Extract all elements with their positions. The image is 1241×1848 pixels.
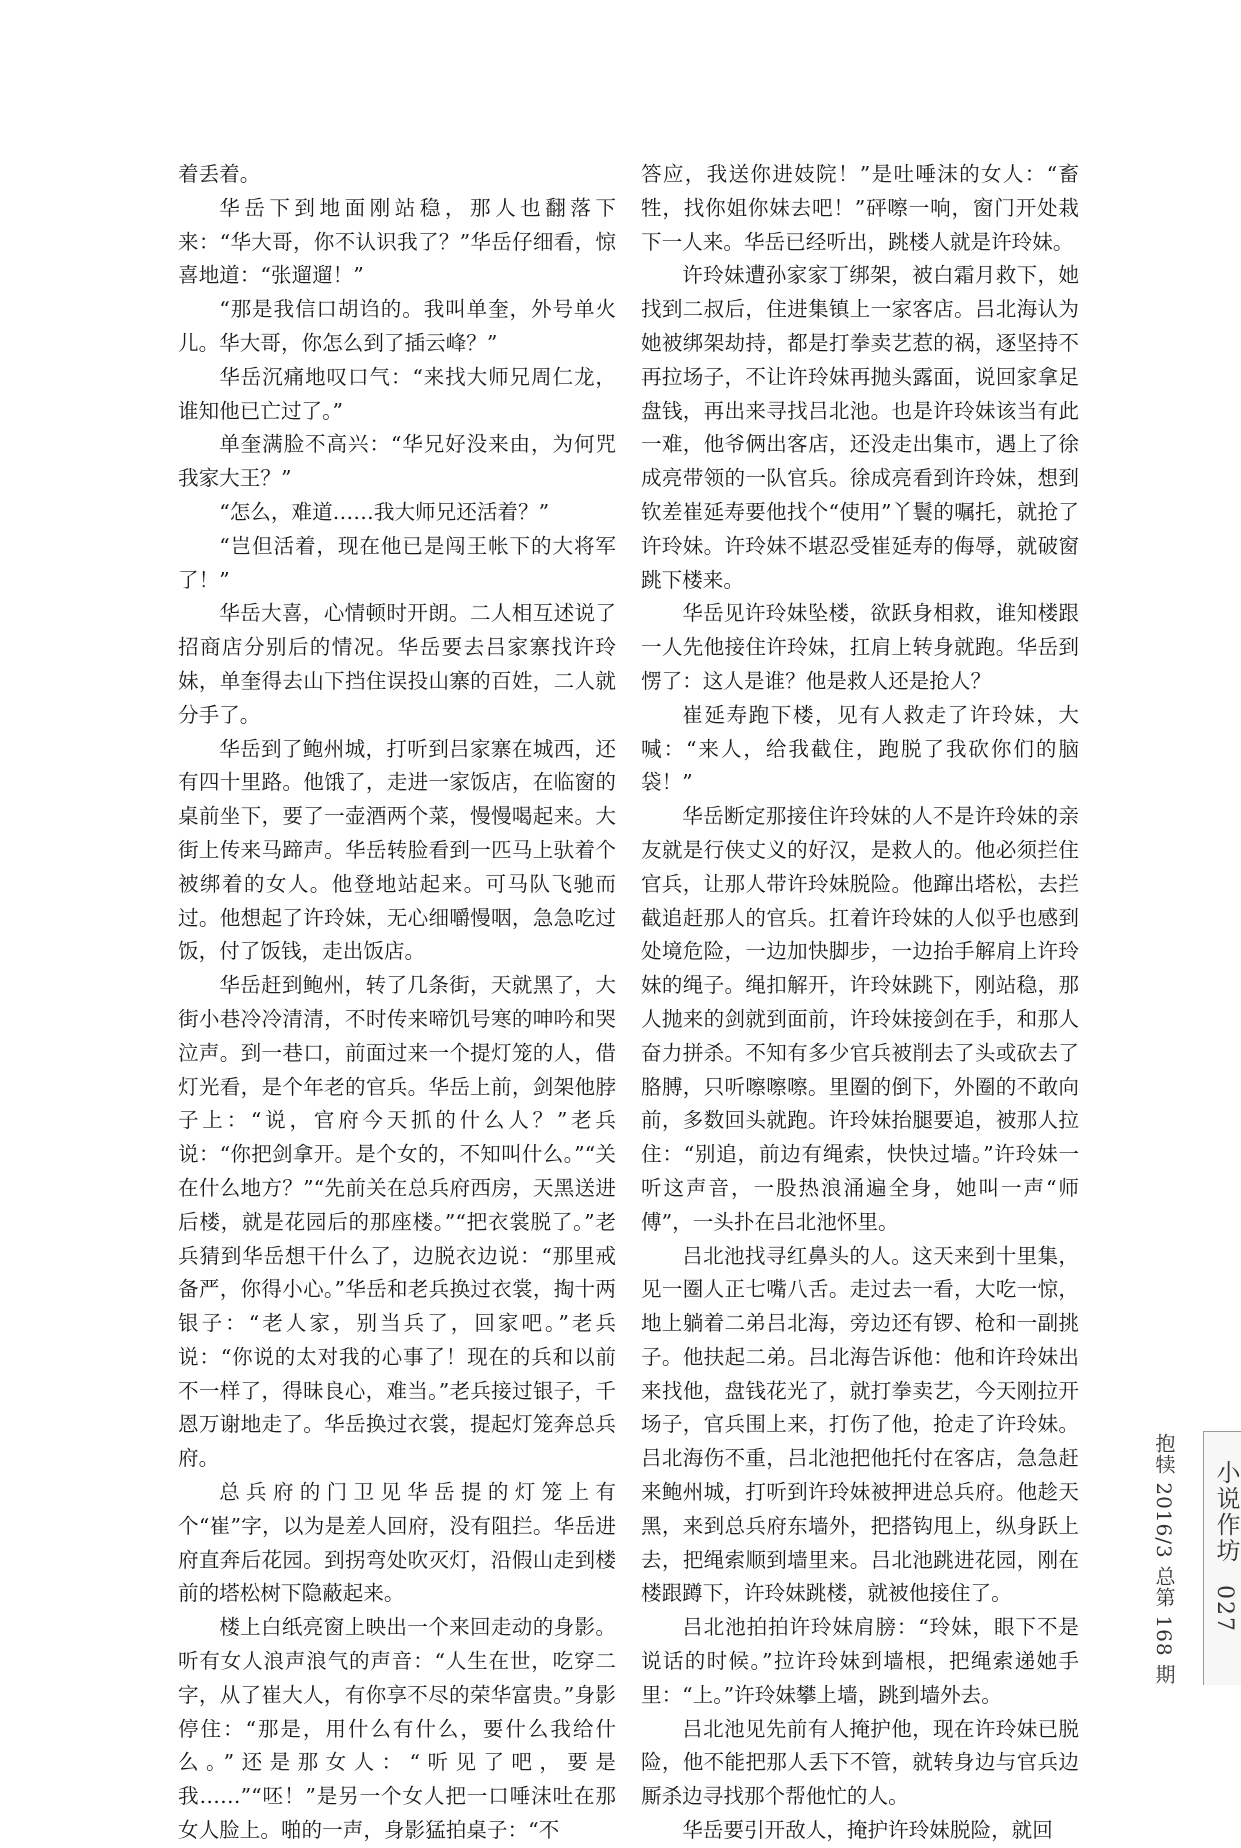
journal-issue-info: 抱犊 2016/3 总第 168 期 xyxy=(1152,1433,1176,1685)
article-column-left xyxy=(178,158,616,1848)
page-number: 027 xyxy=(1212,1585,1237,1633)
paragraph: 华岳到了鲍州城，打听到吕家寨在城西，还有四十里路。他饿了，走进一家饭店，在临窗的桌前坐下，要了一壶酒两个菜，慢慢喝起来。大街上传来马蹄声。华岳转脸看到一匹马上驮着个被绑着的女人。他登地站起来。可马队飞驰而过。他想起了许玲妹，无心细嚼慢咽，急急吃过饭，付了饭钱，走出饭店。 xyxy=(178,736,616,964)
paragraph: “那是我信口胡诌的。我叫单奎，外号单火儿。华大哥，你怎么到了插云峰？” xyxy=(178,297,616,355)
paragraph: 华岳沉痛地叹口气：“来找大师兄周仁龙，谁知他已亡过了。” xyxy=(178,364,616,423)
paragraph: 吕北池拍拍许玲妹肩膀：“玲妹，眼下不是说话的时候。”拉许玲妹到墙根，把绳索递她手里：“上。”许玲妹攀上墙，跳到墙外去。 xyxy=(641,1615,1079,1707)
paragraph: 总兵府的门卫见华岳提的灯笼上有个“崔”字，以为是差人回府，没有阻拦。华岳进府直奔后花园。到拐弯处吹灭灯，沿假山走到楼前的塔松树下隐蔽起来。 xyxy=(178,1480,616,1606)
paragraph: 许玲妹遭孙家家丁绑架，被白霜月救下，她找到二叔后，住进集镇上一家客店。吕北海认为她被绑架劫持，都是打拳卖艺惹的祸，逐坚持不再拉场子，不让许玲妹再抛头露面，说回家拿足盘钱，再出来寻找吕北池。也是许玲妹该当有此一难，他爷俩出客店，还没走出集市，遇上了徐成亮带领的一队官兵。徐成亮看到许玲妹，想到钦差崔延寿要他找个“使用”丫鬟的嘱托，就抢了许玲妹。许玲妹不堪忍受崔延寿的侮辱，就破窗跳下楼来。 xyxy=(641,263,1079,592)
paragraph: 单奎满脸不高兴：“华兄好没来由，为何咒我家大王？” xyxy=(178,432,616,491)
article-column-right xyxy=(641,158,1079,1848)
paragraph: 华岳断定那接住许玲妹的人不是许玲妹的亲友就是行侠丈义的好汉，是救人的。他必须拦住官兵，让那人带许玲妹脱险。他蹿出塔松，去拦截追赶那人的官兵。扛着许玲妹的人似乎也感到处境危险，一边加快脚步，一边抬手解肩上许玲妹的绳子。绳扣解开，许玲妹跳下，刚站稳，那人抛来的剑就到面前，许玲妹接剑在手，和那人奋力拼杀。不知有多少官兵被削去了头或砍去了胳膊，只听嚓嚓嚓。里圈的倒下，外圈的不敢向前，多数回头就跑。许玲妹抬腿要追，被那人拉住：“别追，前边有绳索，快快过墙。”许玲妹一听这声音，一股热浪涌遍全身，她叫一声“师傅”，一头扑在吕北池怀里。 xyxy=(641,804,1079,1234)
section-name: 小说作坊 xyxy=(1212,1460,1240,1564)
paragraph: 答应，我送你进妓院！”是吐唾沫的女人：“畜牲，找你姐你妹去吧！”砰嚓一响，窗门开处栽下一人来。华岳已经听出，跳楼人就是许玲妹。 xyxy=(641,162,1079,254)
paragraph: 华岳下到地面刚站稳，那人也翻落下来：“华大哥，你不认识我了？”华岳仔细看，惊喜地道：“张遛遛！” xyxy=(178,195,616,288)
paragraph: “怎么，难道……我大师兄还活着？” xyxy=(219,499,550,524)
paragraph: “岂但活着，现在他已是闯王帐下的大将军了！” xyxy=(178,533,616,592)
paragraph: 着丢着。 xyxy=(178,162,261,186)
paragraph: 华岳要引开敌人，掩护许玲妹脱险，就回 xyxy=(682,1818,1053,1843)
paragraph: 楼上白纸亮窗上映出一个来回走动的身影。听有女人浪声浪气的声音：“人生在世，吃穿二字，从了崔大人，有你享不尽的荣华富贵。”身影停住：“那是，用什么有什么，要什么我给什么。”还是那女人：“听见了吧，要是我……”“呸！”是另一个女人把一口唾沫吐在那女人脸上。啪的一声，身影猛拍桌子：“不 xyxy=(178,1615,616,1843)
paragraph: 华岳大喜，心情顿时开朗。二人相互述说了招商店分别后的情况。华岳要去吕家寨找许玲妹，单奎得去山下挡住误投山寨的百姓，二人就分手了。 xyxy=(178,601,616,727)
paragraph: 吕北池找寻红鼻头的人。这天来到十里集，见一圈人正七嘴八舌。走过去一看，大吃一惊，地上躺着二弟吕北海，旁边还有锣、枪和一副挑子。他扶起二弟。吕北海告诉他：他和许玲妹出来找他，盘钱花光了，就打拳卖艺，今天刚拉开场子，官兵围上来，打伤了他，抢走了许玲妹。吕北海伤不重，吕北池把他托付在客店，急急赶来鲍州城，打听到许玲妹被押进总兵府。他趁天黑，来到总兵府东墙外，把搭钩甩上，纵身跃上去，把绳索顺到墙里来。吕北池跳进花园，刚在楼跟蹲下，许玲妹跳楼，就被他接住了。 xyxy=(641,1243,1079,1606)
paragraph: 华岳赶到鲍州，转了几条街，天就黑了，大街小巷冷冷清清，不时传来啼饥号寒的呻吟和哭泣声。到一巷口，前面过来一个提灯笼的人，借灯光看，是个年老的官兵。华岳上前，剑架他脖子上：“说，官府今天抓的什么人？”老兵说：“你把剑拿开。是个女的，不知叫什么。”“关在什么地方？”“先前关在总兵府西房，天黑送进后楼，就是花园后的那座楼。”“把衣裳脱了。”老兵猜到华岳想干什么了，边脱衣边说：“那里戒备严，你得小心。”华岳和老兵换过衣裳，掏十两银子：“老人家，别当兵了，回家吧。”老兵说：“你说的太对我的心事了！现在的兵和以前不一样了，得昧良心，难当。”老兵接过银子，千恩万谢地走了。华岳换过衣裳，提起灯笼奔总兵府。 xyxy=(178,973,616,1471)
paragraph: 华岳见许玲妹坠楼，欲跃身相救，谁知楼跟一人先他接住许玲妹，扛肩上转身就跑。华岳到愣了：这人是谁？他是救人还是抢人？ xyxy=(641,601,1079,693)
paragraph: 吕北池见先前有人掩护他，现在许玲妹已脱险，他不能把那人丢下不管，就转身边与官兵边厮杀边寻找那个帮他忙的人。 xyxy=(641,1716,1079,1809)
paragraph: 崔延寿跑下楼，见有人救走了许玲妹，大喊：“来人，给我截住，跑脱了我砍你们的脑袋！” xyxy=(641,702,1079,795)
